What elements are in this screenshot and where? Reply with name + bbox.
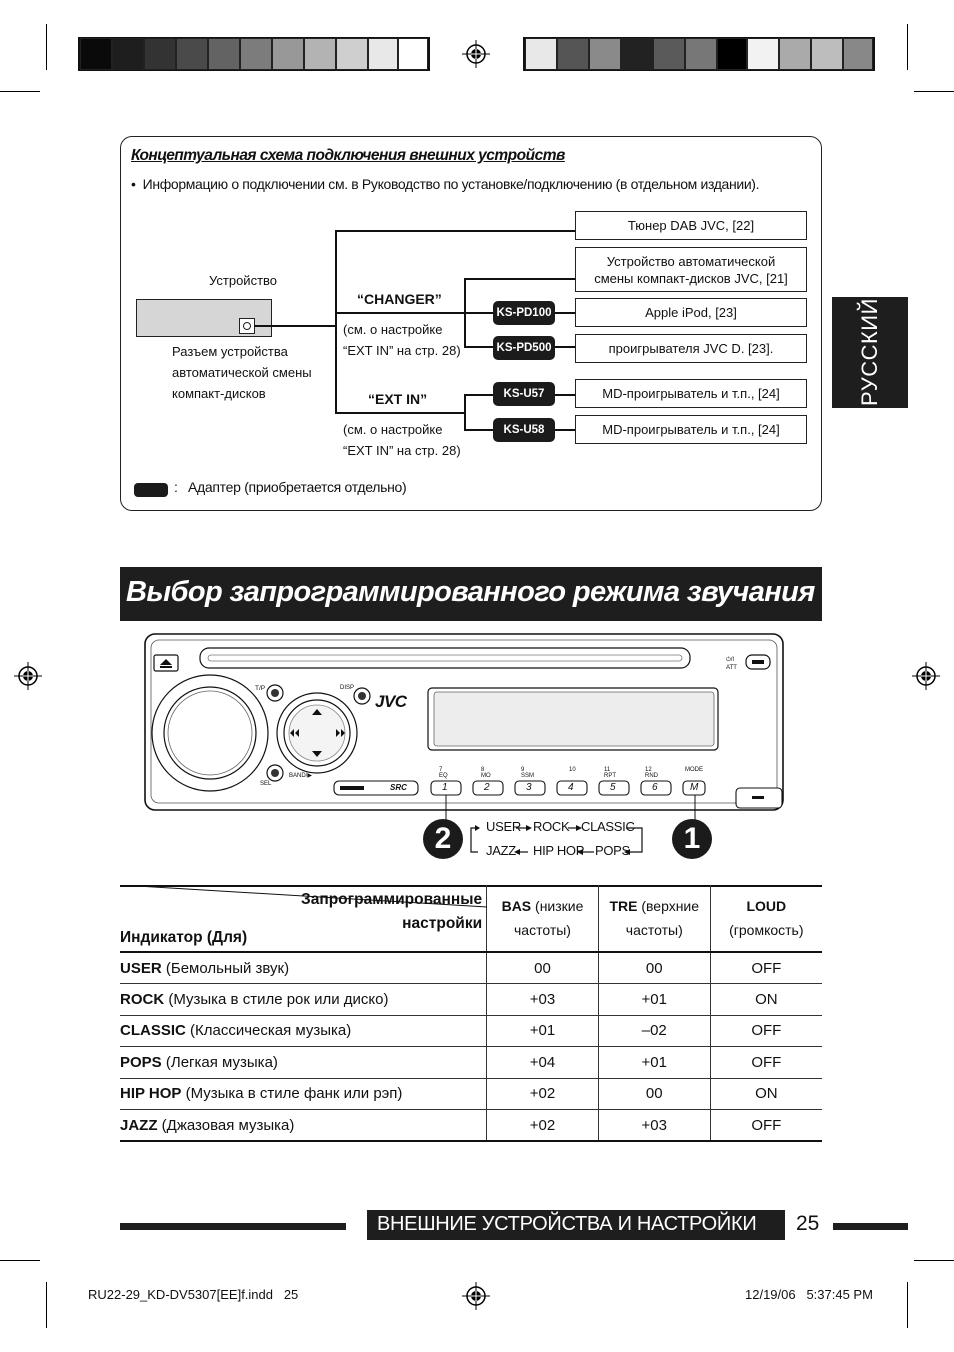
slug-file-info: RU22-29_KD-DV5307[EE]f.indd 25 [88,1287,299,1302]
section-title-bar [120,567,822,621]
line [335,312,465,314]
footer-section-bar [367,1210,785,1240]
registration-target-icon [462,40,490,68]
diagram-heading: Концептуальная схема подключения внешних устройств [131,147,565,164]
preset-button-3[interactable]: 3 [526,782,532,793]
legend-colon: : [174,479,178,495]
mode-user: USER [486,819,521,834]
connector-label: Разъем устройства автоматической смены компакт-дисков [172,344,312,401]
line [464,394,494,396]
target-apple-ipod: Apple iPod, [23] [575,298,807,327]
registration-target-icon [462,1282,490,1310]
target-md-player-2: MD-проигрыватель и т.п., [24] [575,415,807,444]
line [464,278,576,280]
diagram-bullet-text: Информацию о подключении см. в Руководство по установке/подключению (в отдельном издании). [142,176,760,192]
line [464,346,494,348]
mode-button[interactable]: M [690,782,699,793]
line [335,412,465,414]
label-band: BAND/▶ [289,773,312,779]
preset-button-1[interactable]: 1 [442,782,448,793]
preset-button-2[interactable]: 2 [484,782,490,793]
device-label: Устройство [209,273,278,288]
adapter-ks-pd100: KS-PD100 [493,301,555,325]
connector-port-icon [239,318,255,334]
legend-text: Адаптер (приобретается отдельно) [188,479,407,495]
footer-section-title: ВНЕШНИЕ УСТРОЙСТВА И НАСТРОЙКИ [377,1213,757,1235]
footer-rule-right [833,1223,908,1230]
label-src: SRC [390,783,407,792]
registration-target-icon [14,662,42,690]
extin-note: (см. о настройке “EXT IN” на стр. 28) [343,422,461,458]
table-row: JAZZ (Джазовая музыка) +02 +03 OFF [120,1110,822,1142]
table-row: CLASSIC (Классическая музыка) +01 –02 OFF [120,1015,822,1047]
table-row: ROCK (Музыка в стиле рок или диско) +03 +01 ON [120,984,822,1016]
language-tab [832,297,908,408]
mode-classic: CLASSIC [581,819,635,834]
corner-bottom-label: Индикатор (Для) [120,929,248,946]
header-bas: BAS (низкие частоты) [487,885,599,952]
label-disp: DISP [340,685,355,691]
line [335,230,337,413]
label-ssm: 9 SSM [521,767,535,779]
header-loud: LOUD (громкость) [710,885,822,952]
adapter-ks-pd500: KS-PD500 [493,336,555,360]
line [553,394,576,396]
line [254,325,336,327]
line [464,312,494,314]
header-tre: TRE (верхние частоты) [598,885,710,952]
adapter-ks-u58: KS-U58 [493,418,555,442]
target-md-player-1: MD-проигрыватель и т.п., [24] [575,379,807,408]
slug-date-info: 12/19/06 5:37:45 PM [745,1287,873,1302]
target-cd-changer: Устройство автоматической смены компакт-дисков JVC, [21] [575,247,807,292]
mode-jazz: JAZZ [486,843,516,858]
table-row: POPS (Легкая музыка) +04 +01 OFF [120,1047,822,1079]
label-tp: T/P [255,685,266,692]
mode-hiphop: HIP HOP [533,843,585,858]
corner-header [120,885,487,952]
label-rnd: 12 RND [645,767,658,779]
line [553,346,576,348]
mode-pops: POPS [595,843,630,858]
label-rpt: 11 RPT [604,767,616,779]
target-dab-tuner: Тюнер DAB JVC, [22] [575,211,807,240]
step-2-badge: 2 [423,819,463,859]
footer-rule-left [120,1223,346,1230]
label-eq: 7 EQ [439,767,448,779]
extin-label: “EXT IN” [368,391,428,407]
sound-mode-table [120,885,822,1142]
corner-top-label: Запрограммированные настройки [301,891,483,932]
line [553,429,576,431]
page-title: Выбор запрограммированного режима звучания [126,576,815,608]
changer-note: (см. о настройке “EXT IN” на стр. 28) [343,322,461,358]
connection-diagram-box [120,136,822,511]
line [464,394,466,430]
table-header-row [120,885,822,952]
label-mode: MODE [685,767,703,773]
registration-target-icon [912,662,940,690]
target-jvc-d-player: проигрывателя JVC D. [23]. [575,334,807,363]
table-row: HIP HOP (Музыка в стиле фанк или рэп) +02 00 ON [120,1078,822,1110]
adapter-ks-u57: KS-U57 [493,382,555,406]
line [553,312,576,314]
legend-adapter-swatch [134,483,168,497]
mode-rock: ROCK [533,819,570,834]
preset-button-6[interactable]: 6 [652,782,658,793]
line [464,429,494,431]
label-10: 10 [569,767,576,773]
label-att: ⏻/I ATT [726,657,737,671]
language-tab-label: РУССКИЙ [857,298,882,406]
brand-logo: JVC [375,692,407,711]
preset-button-4[interactable]: 4 [568,782,574,793]
table-row: USER (Бемольный звук) 00 00 OFF [120,952,822,984]
diagram-bullet: • Информацию о подключении см. в Руководство по установке/подключению (в отдельном издании). [131,176,760,192]
line [335,230,575,232]
car-stereo-faceplate [144,633,784,811]
step-1-badge: 1 [672,819,712,859]
preset-button-5[interactable]: 5 [610,782,616,793]
changer-label: “CHANGER” [357,291,442,307]
label-sel: SEL [260,781,272,787]
label-mo: 8 MO [481,767,491,779]
page-number: 25 [796,1212,820,1235]
